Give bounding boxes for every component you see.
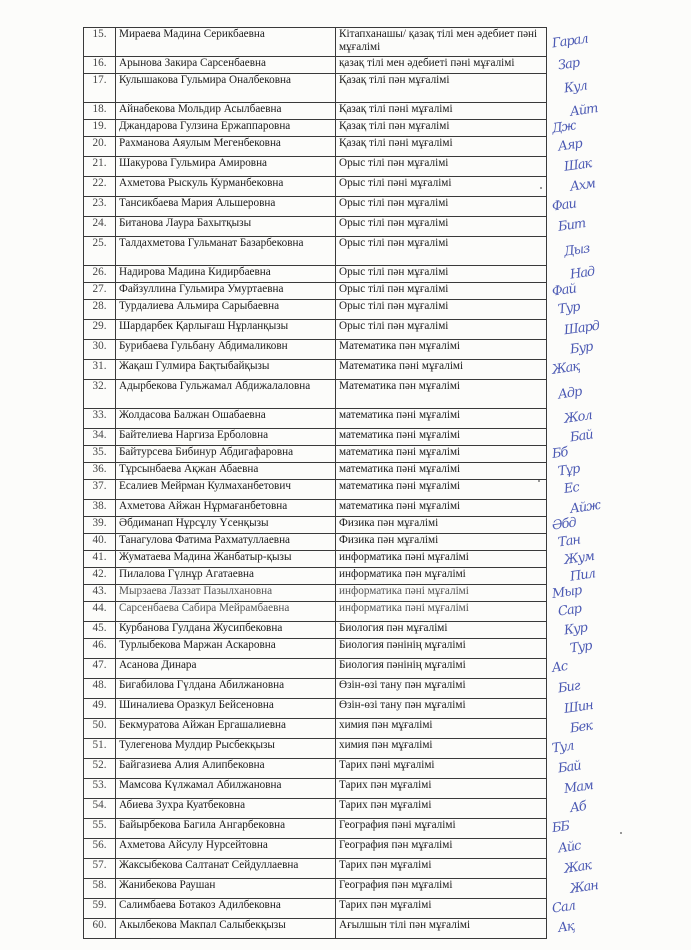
table-row: [84, 360, 547, 380]
row-number: 33.: [84, 409, 116, 429]
table-row: [84, 585, 547, 602]
scan-speck: [540, 187, 542, 189]
row-number: 20.: [84, 137, 116, 157]
table-row: [84, 819, 547, 839]
table-row: [84, 157, 547, 177]
handwritten-signature: Әбд: [551, 514, 577, 534]
handwritten-signature: Аяр: [557, 136, 583, 155]
row-number: 53.: [84, 779, 116, 799]
row-number: 36.: [84, 463, 116, 480]
subject-cell: Тарих пән мұғалімі: [336, 799, 547, 819]
row-number: 29.: [84, 320, 116, 340]
row-number: 15.: [84, 28, 116, 57]
handwritten-signature: ББ: [551, 818, 571, 837]
row-number: 38.: [84, 500, 116, 517]
row-number: 49.: [84, 699, 116, 719]
subject-cell: Қазақ тілі пән мұғалімі: [336, 120, 547, 137]
row-number: 41.: [84, 551, 116, 568]
table-row: [84, 679, 547, 699]
subject-cell: Орыс тілі пән мұғалімі: [336, 320, 547, 340]
handwritten-signature: Гарал: [551, 31, 589, 51]
row-number: 23.: [84, 197, 116, 217]
row-number: 18.: [84, 103, 116, 120]
teacher-name: Шакурова Гульмира Амировна: [116, 157, 336, 177]
handwritten-signature: Аб: [569, 798, 587, 817]
row-number: 48.: [84, 679, 116, 699]
teacher-name: Адырбекова Гульжамал Абдижалаловна: [116, 380, 336, 409]
subject-cell: математика пәні мұғалімі: [336, 409, 547, 429]
table-row: [84, 266, 547, 283]
row-number: 50.: [84, 719, 116, 739]
subject-cell: информатика пәні мұғалімі: [336, 551, 547, 568]
table-row: [84, 103, 547, 120]
table-row: [84, 137, 547, 157]
teacher-name: Надирова Мадина Кидирбаевна: [116, 266, 336, 283]
handwritten-signature: Жак: [563, 858, 593, 877]
handwritten-signature: Сал: [551, 898, 576, 917]
table-row: [84, 759, 547, 779]
handwritten-signature: Фаи: [551, 196, 577, 215]
row-number: 44.: [84, 602, 116, 622]
table-row: [84, 899, 547, 919]
handwritten-signature: Адр: [557, 383, 583, 403]
handwritten-signature: Шард: [563, 318, 601, 339]
teacher-name: Бигабилова Гүлдана Абилжановна: [116, 679, 336, 699]
handwritten-signature: Тул: [551, 738, 575, 757]
teacher-name: Салимбаева Ботакоз Адилбековна: [116, 899, 336, 919]
teacher-name: Ахметова Айжан Нұрмағанбетовна: [116, 500, 336, 517]
row-number: 58.: [84, 879, 116, 899]
table-row: [84, 517, 547, 534]
handwritten-signature: Кур: [563, 619, 588, 639]
teacher-name: Ахметова Айсулу Нурсейтовна: [116, 839, 336, 859]
subject-cell: математика пәні мұғалімі: [336, 446, 547, 463]
handwritten-signature: Тур: [557, 299, 581, 318]
teacher-name: Мырзаева Лаззат Пазылхановна: [116, 585, 336, 602]
handwritten-signature: Тур: [569, 638, 593, 657]
table-row: [84, 534, 547, 551]
handwritten-signature: Бай: [569, 426, 594, 446]
handwritten-signature: Шак: [563, 156, 593, 175]
teacher-name: Байтелиева Наргиза Ерболовна: [116, 429, 336, 446]
row-number: 16.: [84, 57, 116, 74]
row-number: 22.: [84, 177, 116, 197]
subject-cell: География пән мұғалімі: [336, 879, 547, 899]
teacher-name: Джандарова Гулзина Ержаппаровна: [116, 120, 336, 137]
handwritten-signature: Бб: [551, 444, 569, 462]
handwritten-signature: Тұр: [557, 461, 581, 479]
row-number: 31.: [84, 360, 116, 380]
scan-speck: [620, 832, 622, 834]
handwritten-signature: Тан: [557, 532, 581, 550]
teacher-name: Жолдасова Балжан Ошабаевна: [116, 409, 336, 429]
row-number: 26.: [84, 266, 116, 283]
subject-cell: Тарих пәні мұғалімі: [336, 759, 547, 779]
teacher-name: Байтурсева Бибинур Абдигафаровна: [116, 446, 336, 463]
table-row: [84, 602, 547, 622]
subject-cell: математика пәні мұғалімі: [336, 429, 547, 446]
row-number: 35.: [84, 446, 116, 463]
teacher-name: Тансикбаева Мария Альшеровна: [116, 197, 336, 217]
table-row: [84, 463, 547, 480]
subject-cell: математика пәні мұғалімі: [336, 500, 547, 517]
subject-cell: математика пәні мұғалімі: [336, 463, 547, 480]
table-row: [84, 300, 547, 320]
subject-cell: Қазақ тілі пән мұғалімі: [336, 74, 547, 103]
table-row: [84, 919, 547, 939]
row-number: 46.: [84, 639, 116, 659]
handwritten-signature: Айж: [569, 497, 601, 517]
table-row: [84, 879, 547, 899]
subject-cell: Тарих пән мұғалімі: [336, 779, 547, 799]
table-row: [84, 120, 547, 137]
subject-cell: информатика пәні мұғалімі: [336, 602, 547, 622]
table-row: [84, 446, 547, 463]
subject-cell: География пән мұғалімі: [336, 839, 547, 859]
table-row: [84, 551, 547, 568]
subject-cell: Орыс тілі пән мұғалімі: [336, 283, 547, 300]
teacher-name: Жаксыбекова Салтанат Сейдуллаевна: [116, 859, 336, 879]
table-row: [84, 799, 547, 819]
table-row: [84, 859, 547, 879]
teacher-name: Мираева Мадина Серикбаевна: [116, 28, 336, 57]
table-row: [84, 500, 547, 517]
subject-cell: Орыс тілі пән мұғалімі: [336, 157, 547, 177]
subject-cell: Математика пән мұғалімі: [336, 380, 547, 409]
handwritten-signature: Мам: [563, 778, 594, 797]
table-row: [84, 340, 547, 360]
teacher-name: Арынова Закира Сарсенбаевна: [116, 57, 336, 74]
subject-cell: Өзін-өзі тану пән мұғалімі: [336, 699, 547, 719]
table-row: [84, 177, 547, 197]
handwritten-signature: Бек: [569, 718, 593, 737]
subject-cell: Орыс тілі пән мұғалімі: [336, 300, 547, 320]
subject-cell: Биология пән мұғалімі: [336, 622, 547, 639]
staff-table-body: [84, 28, 547, 939]
teacher-name: Кулышакова Гульмира Оналбековна: [116, 74, 336, 103]
teacher-name: Тулегенова Мулдир Рысбекқызы: [116, 739, 336, 759]
teacher-name: Есалиев Мейрман Кулмаханбетович: [116, 480, 336, 500]
teacher-name: Тұрсынбаева Ақжан Абаевна: [116, 463, 336, 480]
subject-cell: информатика пәні мұғалімі: [336, 585, 547, 602]
subject-cell: Тарих пән мұғалімі: [336, 859, 547, 879]
table-row: [84, 839, 547, 859]
teacher-name: Абиева Зухра Куатбековна: [116, 799, 336, 819]
row-number: 24.: [84, 217, 116, 237]
row-number: 30.: [84, 340, 116, 360]
row-number: 27.: [84, 283, 116, 300]
teacher-name: Байгазиева Алия Алипбековна: [116, 759, 336, 779]
teacher-name: Ахметова Рыскуль Курманбековна: [116, 177, 336, 197]
subject-cell: Ағылшын тілі пән мұғалімі: [336, 919, 547, 939]
subject-cell: қазақ тілі мен әдебиеті пәні мұғалімі: [336, 57, 547, 74]
table-row: [84, 409, 547, 429]
table-row: [84, 217, 547, 237]
row-number: 21.: [84, 157, 116, 177]
handwritten-signature: Биг: [557, 678, 581, 697]
handwritten-signature: Ес: [563, 480, 580, 497]
handwritten-signature: Фай: [551, 280, 577, 300]
table-row: [84, 28, 547, 57]
row-number: 19.: [84, 120, 116, 137]
table-row: [84, 237, 547, 266]
handwritten-signature: Зар: [557, 55, 581, 73]
handwritten-signature: Бай: [557, 758, 582, 777]
row-number: 59.: [84, 899, 116, 919]
row-number: 17.: [84, 74, 116, 103]
teacher-name: Акылбекова Макпал Салыбекқызы: [116, 919, 336, 939]
table-row: [84, 57, 547, 74]
teacher-name: Шардарбек Қарлығаш Нұрланқызы: [116, 320, 336, 340]
teacher-name: Бекмуратова Айжан Ергашалиевна: [116, 719, 336, 739]
teacher-name: Мамсова Күлжамал Абилжановна: [116, 779, 336, 799]
teacher-name: Турдалиева Альмира Сарыбаевна: [116, 300, 336, 320]
subject-cell: География пәні мұғалімі: [336, 819, 547, 839]
table-row: [84, 429, 547, 446]
handwritten-signature: Жум: [563, 548, 595, 568]
teacher-name: Жақаш Гулмира Бақтыбайқызы: [116, 360, 336, 380]
subject-cell: Математика пән мұғалімі: [336, 340, 547, 360]
subject-cell: Өзін-өзі тану пән мұғалімі: [336, 679, 547, 699]
table-row: [84, 719, 547, 739]
teacher-name: Битанова Лаура Бахытқызы: [116, 217, 336, 237]
subject-cell: информатика пән мұғалімі: [336, 568, 547, 585]
teacher-name: Бурибаева Гульбану Абдималиковн: [116, 340, 336, 360]
teacher-name: Танагулова Фатима Рахматуллаевна: [116, 534, 336, 551]
handwritten-signature: Айт: [569, 100, 599, 120]
handwritten-signature: Сар: [557, 601, 582, 620]
teacher-name: Пилалова Гүлнұр Агатаевна: [116, 568, 336, 585]
teacher-name: Файзуллина Гульмира Умуртаевна: [116, 283, 336, 300]
handwritten-signature: Ахм: [569, 176, 596, 195]
teacher-name: Шиналиева Оразкул Бейсеновна: [116, 699, 336, 719]
row-number: 52.: [84, 759, 116, 779]
table-row: [84, 568, 547, 585]
teacher-name: Жанибекова Раушан: [116, 879, 336, 899]
handwritten-signature: Жақ: [551, 359, 581, 378]
table-row: [84, 283, 547, 300]
handwritten-signature: Шин: [563, 698, 594, 717]
table-row: [84, 74, 547, 103]
row-number: 55.: [84, 819, 116, 839]
table-row: [84, 699, 547, 719]
handwritten-signature: Ас: [551, 659, 569, 676]
subject-cell: Қазақ тілі пәні мұғалімі: [336, 103, 547, 120]
row-number: 47.: [84, 659, 116, 679]
subject-cell: математика пәні мұғалімі: [336, 480, 547, 500]
subject-cell: Орыс тілі пән мұғалімі: [336, 197, 547, 217]
teacher-name: Жуматаева Мадина Жанбатыр-қызы: [116, 551, 336, 568]
row-number: 54.: [84, 799, 116, 819]
teacher-name: Байырбекова Багила Ангарбековна: [116, 819, 336, 839]
subject-cell: Қазақ тілі пәні мұғалімі: [336, 137, 547, 157]
subject-cell: Орыс тілі пән мұғалімі: [336, 237, 547, 266]
row-number: 60.: [84, 919, 116, 939]
table-row: [84, 622, 547, 639]
table-row: [84, 480, 547, 500]
row-number: 57.: [84, 859, 116, 879]
subject-cell: Физика пән мұғалімі: [336, 534, 547, 551]
row-number: 28.: [84, 300, 116, 320]
row-number: 51.: [84, 739, 116, 759]
subject-cell: Орыс тілі пән мұғалімі: [336, 217, 547, 237]
row-number: 39.: [84, 517, 116, 534]
row-number: 43.: [84, 585, 116, 602]
teacher-name: Рахманова Аяулым Мегенбековна: [116, 137, 336, 157]
table-row: [84, 320, 547, 340]
teacher-name: Сарсенбаева Сабира Мейрамбаевна: [116, 602, 336, 622]
handwritten-signature: Жол: [563, 408, 593, 427]
row-number: 42.: [84, 568, 116, 585]
handwritten-signature: Пил: [569, 565, 596, 585]
teacher-name: Асанова Динара: [116, 659, 336, 679]
subject-cell: химия пән мұғалімі: [336, 739, 547, 759]
table-row: [84, 659, 547, 679]
scan-speck: [538, 480, 540, 482]
teacher-name: Айнабекова Мольдир Асылбаевна: [116, 103, 336, 120]
row-number: 32.: [84, 380, 116, 409]
subject-cell: Кітапханашы/ қазақ тілі мен әдебиет пәні мұғалімі: [336, 28, 547, 57]
handwritten-signature: Мыр: [551, 582, 583, 602]
handwritten-signature: Кул: [563, 77, 588, 97]
table-row: [84, 380, 547, 409]
subject-cell: Биология пәнінің мұғалімі: [336, 659, 547, 679]
subject-cell: Математика пәні мұғалімі: [336, 360, 547, 380]
subject-cell: Орыс тілі пән мұғалімі: [336, 266, 547, 283]
subject-cell: Орыс тілі пәні мұғалімі: [336, 177, 547, 197]
row-number: 56.: [84, 839, 116, 859]
subject-cell: Тарих пән мұғалімі: [336, 899, 547, 919]
row-number: 40.: [84, 534, 116, 551]
row-number: 34.: [84, 429, 116, 446]
subject-cell: Биология пәнінің мұғалімі: [336, 639, 547, 659]
teacher-name: Курбанова Гулдана Жусипбековна: [116, 622, 336, 639]
table-row: [84, 779, 547, 799]
teacher-name: Талдахметова Гульманат Базарбековна: [116, 237, 336, 266]
handwritten-signature: Дыз: [563, 240, 591, 260]
subject-cell: Физика пән мұғалімі: [336, 517, 547, 534]
table-row: [84, 739, 547, 759]
row-number: 45.: [84, 622, 116, 639]
handwritten-signature: Над: [569, 263, 596, 283]
staff-table: [83, 27, 547, 939]
handwritten-signature: Айс: [557, 838, 582, 857]
table-row: [84, 197, 547, 217]
row-number: 37.: [84, 480, 116, 500]
handwritten-signature: Ақ: [557, 918, 575, 937]
teacher-name: Турлыбекова Маржан Аскаровна: [116, 639, 336, 659]
handwritten-signature: Бит: [557, 216, 587, 235]
handwritten-signature: Бур: [569, 339, 594, 358]
row-number: 25.: [84, 237, 116, 266]
teacher-name: Әбдиманап Нұрсұлу Үсенқызы: [116, 517, 336, 534]
handwritten-signature: Жан: [569, 878, 599, 897]
subject-cell: химия пән мұғалімі: [336, 719, 547, 739]
table-row: [84, 639, 547, 659]
handwritten-signature: Дж: [551, 117, 577, 137]
